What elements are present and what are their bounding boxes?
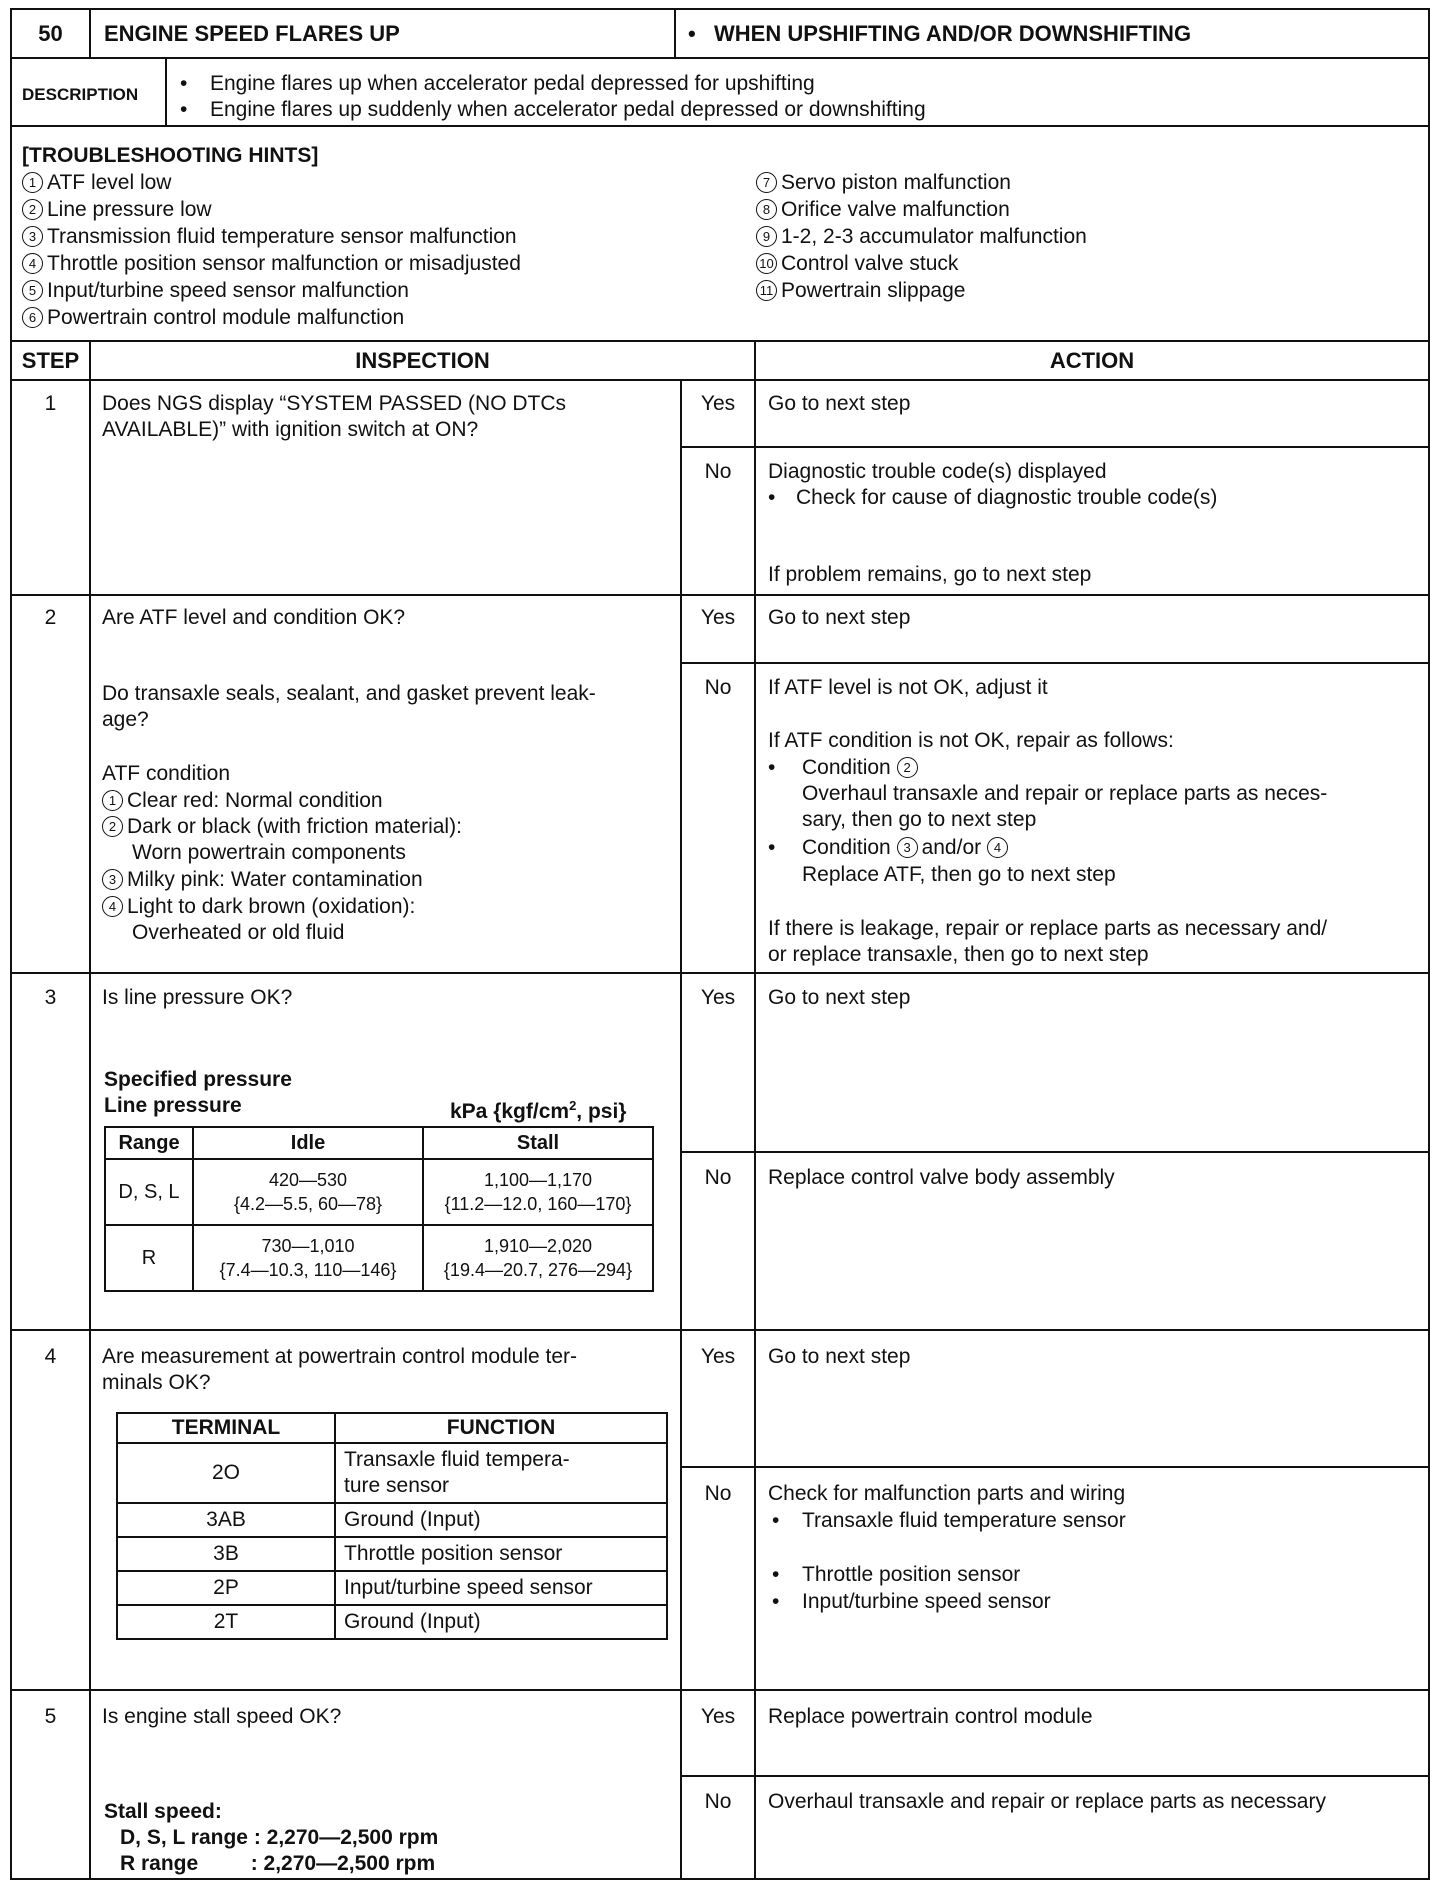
step2-no-condition1-b: sary, then go to next step bbox=[802, 808, 1037, 831]
description-bullet-2: • bbox=[180, 98, 188, 121]
step3-yes-action: Go to next step bbox=[768, 986, 911, 1009]
hint-number: 8 bbox=[756, 199, 777, 220]
header-code: 50 bbox=[38, 21, 63, 46]
step2-atf-item-4-sub: Overheated or old fluid bbox=[132, 921, 345, 944]
step2-atf-item-3 bbox=[102, 866, 423, 893]
step2-inspection2-line2: age? bbox=[102, 708, 149, 731]
step2-no-line4: or replace transaxle, then go to next step bbox=[768, 943, 1149, 966]
step2-atf-item-2 bbox=[102, 813, 462, 840]
step2-no-condition2 bbox=[802, 834, 1012, 861]
unit-superscript: 2 bbox=[569, 1098, 577, 1113]
hint-text: Powertrain control module malfunction bbox=[47, 306, 405, 329]
stall-cell bbox=[423, 1225, 653, 1291]
hint-item bbox=[22, 304, 404, 331]
hint-number: 11 bbox=[756, 280, 777, 301]
step-number-4: 4 bbox=[44, 1345, 57, 1368]
step2-atf-item-1 bbox=[102, 787, 383, 814]
condition-number: 2 bbox=[897, 757, 918, 778]
step1-yes-label: Yes bbox=[700, 392, 736, 415]
hint-text: Line pressure low bbox=[47, 198, 212, 221]
step2-atf-item-4 bbox=[102, 893, 415, 920]
step5-yes-action: Replace powertrain control module bbox=[768, 1705, 1093, 1728]
step2-no-condition1 bbox=[802, 754, 922, 781]
step2-no-line1: If ATF level is not OK, adjust it bbox=[768, 676, 1048, 699]
idle-value: 420—530 bbox=[268, 1170, 348, 1190]
step4-no-bullet-3: • bbox=[772, 1590, 780, 1613]
step1-no-label: No bbox=[704, 460, 732, 483]
step4-inspection-line1: Are measurement at powertrain control module ter- bbox=[102, 1345, 578, 1368]
table-row bbox=[117, 1537, 667, 1571]
step4-yes-label: Yes bbox=[700, 1345, 736, 1368]
hint-text: Throttle position sensor malfunction or misadjusted bbox=[47, 252, 521, 275]
rule-step1-yes-no bbox=[680, 446, 1428, 448]
function-line: ture sensor bbox=[344, 1474, 450, 1497]
function-cell bbox=[335, 1443, 667, 1503]
rule-header-v1 bbox=[89, 10, 91, 57]
hints-title: [TROUBLESHOOTING HINTS] bbox=[22, 144, 319, 167]
hint-text: Orifice valve malfunction bbox=[781, 198, 1010, 221]
atf-text: Light to dark brown (oxidation): bbox=[127, 895, 416, 918]
table-header: Range bbox=[105, 1127, 193, 1159]
idle-value: 730—1,010 bbox=[261, 1236, 355, 1256]
rule-step1-bottom bbox=[12, 594, 1428, 596]
hint-number: 5 bbox=[22, 280, 43, 301]
step2-no-condition2-a: Replace ATF, then go to next step bbox=[802, 863, 1116, 886]
step4-no-line4: Input/turbine speed sensor bbox=[802, 1590, 1051, 1613]
condition-joiner: and/or bbox=[921, 836, 982, 859]
rule-desc-v bbox=[165, 57, 167, 125]
hint-text: Input/turbine speed sensor malfunction bbox=[47, 279, 409, 302]
stall-value: 1,100—1,170 bbox=[483, 1170, 593, 1190]
troubleshooting-page bbox=[10, 8, 1430, 1880]
step2-inspection: Are ATF level and condition OK? bbox=[102, 606, 406, 629]
rule-step-col bbox=[89, 340, 91, 1880]
step2-no-line2: If ATF condition is not OK, repair as follows: bbox=[768, 729, 1174, 752]
terminal-table bbox=[116, 1412, 668, 1640]
column-inspection: INSPECTION bbox=[355, 348, 490, 373]
hint-text: 1-2, 2-3 accumulator malfunction bbox=[781, 225, 1087, 248]
hint-number: 6 bbox=[22, 307, 43, 328]
step2-no-line3: If there is leakage, repair or replace parts as necessary and/ bbox=[768, 917, 1328, 940]
hint-item bbox=[22, 196, 212, 223]
function-cell: Input/turbine speed sensor bbox=[335, 1571, 667, 1605]
stall-cell bbox=[423, 1159, 653, 1225]
rule-step4-bottom bbox=[12, 1689, 1428, 1691]
idle-cell bbox=[193, 1225, 423, 1291]
step-number-3: 3 bbox=[44, 986, 57, 1009]
step2-no-bullet-2: • bbox=[768, 836, 776, 859]
step1-no-bullet: • bbox=[768, 486, 776, 509]
hint-item bbox=[756, 223, 1087, 250]
step1-yes-action: Go to next step bbox=[768, 392, 911, 415]
hint-item bbox=[756, 169, 1011, 196]
header-title: ENGINE SPEED FLARES UP bbox=[104, 21, 400, 46]
step2-inspection2-line1: Do transaxle seals, sealant, and gasket prevent leak- bbox=[102, 682, 596, 705]
function-cell: Throttle position sensor bbox=[335, 1537, 667, 1571]
atf-text: Milky pink: Water contamination bbox=[127, 868, 423, 891]
step2-no-condition1-a: Overhaul transaxle and repair or replace parts as neces- bbox=[802, 782, 1328, 805]
rule-action-left bbox=[754, 379, 756, 1880]
terminal-cell: 3AB bbox=[117, 1503, 335, 1537]
atf-text: Clear red: Normal condition bbox=[127, 789, 383, 812]
table-row bbox=[117, 1571, 667, 1605]
step4-inspection-line2: minals OK? bbox=[102, 1371, 211, 1394]
condition-number: 3 bbox=[897, 837, 918, 858]
step2-atf-title: ATF condition bbox=[102, 762, 230, 785]
step3-spec-sub: Line pressure bbox=[104, 1094, 242, 1117]
header-condition-bullet: • bbox=[688, 21, 696, 46]
hint-item bbox=[756, 196, 1010, 223]
hint-text: ATF level low bbox=[47, 171, 172, 194]
step1-no-line2: Check for cause of diagnostic trouble code(s) bbox=[796, 486, 1218, 509]
step5-inspection: Is engine stall speed OK? bbox=[102, 1705, 342, 1728]
stall-value-alt: {11.2—12.0, 160—170} bbox=[444, 1194, 632, 1214]
hint-number: 7 bbox=[756, 172, 777, 193]
table-header: Idle bbox=[193, 1127, 423, 1159]
hint-number: 2 bbox=[22, 199, 43, 220]
table-row bbox=[105, 1225, 653, 1291]
step4-yes-action: Go to next step bbox=[768, 1345, 911, 1368]
header-condition: WHEN UPSHIFTING AND/OR DOWNSHIFTING bbox=[714, 21, 1192, 46]
table-header: FUNCTION bbox=[335, 1413, 667, 1443]
rule-header-bottom bbox=[12, 57, 1428, 59]
stall-value: 1,910—2,020 bbox=[483, 1236, 593, 1256]
hint-number: 3 bbox=[22, 226, 43, 247]
rule-step4-yes-no bbox=[680, 1466, 1428, 1468]
column-step: STEP bbox=[21, 348, 80, 373]
rule-step3-bottom bbox=[12, 1329, 1428, 1331]
condition-label: Condition bbox=[802, 756, 891, 779]
rule-header-v2 bbox=[674, 10, 676, 57]
step2-yes-action: Go to next step bbox=[768, 606, 911, 629]
table-row bbox=[117, 1503, 667, 1537]
step4-no-line2: Transaxle fluid temperature sensor bbox=[802, 1509, 1126, 1532]
description-bullet-1: • bbox=[180, 72, 188, 95]
rule-hints-bottom bbox=[12, 340, 1428, 342]
stall-value-alt: {19.4—20.7, 276—294} bbox=[443, 1260, 633, 1280]
description-item-2: Engine flares up suddenly when accelerator pedal depressed or downshifting bbox=[210, 98, 926, 121]
condition-number: 4 bbox=[987, 837, 1008, 858]
hint-number: 9 bbox=[756, 226, 777, 247]
table-header-row bbox=[117, 1413, 667, 1443]
rule-columns-bottom bbox=[12, 379, 1428, 381]
step1-inspection-line2: AVAILABLE)” with ignition switch at ON? bbox=[102, 418, 479, 441]
hint-text: Servo piston malfunction bbox=[781, 171, 1011, 194]
atf-number: 1 bbox=[102, 790, 123, 811]
hint-item bbox=[22, 169, 171, 196]
range-cell: R bbox=[105, 1225, 193, 1291]
idle-value-alt: {4.2—5.5, 60—78} bbox=[233, 1194, 383, 1214]
hint-number: 4 bbox=[22, 253, 43, 274]
description-label: DESCRIPTION bbox=[22, 85, 139, 104]
range-cell: D, S, L bbox=[105, 1159, 193, 1225]
function-line: Transaxle fluid tempera- bbox=[344, 1448, 570, 1471]
condition-label: Condition bbox=[802, 836, 891, 859]
step3-no-action: Replace control valve body assembly bbox=[768, 1166, 1115, 1189]
terminal-cell: 2P bbox=[117, 1571, 335, 1605]
step-number-2: 2 bbox=[44, 606, 57, 629]
terminal-cell: 2T bbox=[117, 1605, 335, 1639]
function-cell: Ground (Input) bbox=[335, 1605, 667, 1639]
rule-step2-yes-no bbox=[680, 662, 1428, 664]
step4-no-bullet-1: • bbox=[772, 1509, 780, 1532]
unit-part: kPa {kgf/cm bbox=[450, 1100, 570, 1123]
step4-no-line1: Check for malfunction parts and wiring bbox=[768, 1482, 1126, 1505]
function-cell: Ground (Input) bbox=[335, 1503, 667, 1537]
atf-text: Dark or black (with friction material): bbox=[127, 815, 462, 838]
step4-no-label: No bbox=[704, 1482, 732, 1505]
step2-no-label: No bbox=[704, 676, 732, 699]
step4-no-bullet-2: • bbox=[772, 1563, 780, 1586]
idle-cell bbox=[193, 1159, 423, 1225]
step1-inspection-line1: Does NGS display “SYSTEM PASSED (NO DTCs bbox=[102, 392, 567, 415]
rule-description-bottom bbox=[12, 125, 1428, 127]
step5-stall-line1: D, S, L range : 2,270—2,500 rpm bbox=[120, 1826, 439, 1849]
step2-yes-label: Yes bbox=[700, 606, 736, 629]
step-number-5: 5 bbox=[44, 1705, 57, 1728]
step3-inspection: Is line pressure OK? bbox=[102, 986, 293, 1009]
line-pressure-table bbox=[104, 1126, 654, 1292]
hint-item bbox=[22, 223, 517, 250]
table-row bbox=[117, 1605, 667, 1639]
step5-yes-label: Yes bbox=[700, 1705, 736, 1728]
hint-text: Transmission fluid temperature sensor malfunction bbox=[47, 225, 517, 248]
idle-value-alt: {7.4—10.3, 110—146} bbox=[219, 1260, 397, 1280]
hint-item bbox=[22, 277, 409, 304]
hint-item bbox=[22, 250, 521, 277]
hint-text: Control valve stuck bbox=[781, 252, 959, 275]
step3-spec-title: Specified pressure bbox=[104, 1068, 292, 1091]
hint-number: 10 bbox=[756, 253, 777, 274]
hint-item bbox=[756, 277, 965, 304]
terminal-cell: 2O bbox=[117, 1443, 335, 1503]
step3-spec-unit bbox=[450, 1092, 626, 1125]
step3-no-label: No bbox=[704, 1166, 732, 1189]
atf-number: 4 bbox=[102, 896, 123, 917]
atf-number: 2 bbox=[102, 816, 123, 837]
table-header: Stall bbox=[423, 1127, 653, 1159]
atf-number: 3 bbox=[102, 869, 123, 890]
step5-stall-title: Stall speed: bbox=[104, 1800, 222, 1823]
table-header: TERMINAL bbox=[117, 1413, 335, 1443]
column-action: ACTION bbox=[1049, 348, 1135, 373]
rule-step2-bottom bbox=[12, 972, 1428, 974]
step1-no-line3: If problem remains, go to next step bbox=[768, 563, 1092, 586]
step2-atf-item-2-sub: Worn powertrain components bbox=[132, 841, 406, 864]
step5-no-action: Overhaul transaxle and repair or replace parts as necessary bbox=[768, 1790, 1326, 1813]
step4-no-line3: Throttle position sensor bbox=[802, 1563, 1021, 1586]
step1-no-line1: Diagnostic trouble code(s) displayed bbox=[768, 460, 1107, 483]
hint-text: Powertrain slippage bbox=[781, 279, 966, 302]
rule-step5-yes-no bbox=[680, 1775, 1428, 1777]
step5-stall-line2: R range : 2,270—2,500 rpm bbox=[120, 1852, 436, 1875]
step5-no-label: No bbox=[704, 1790, 732, 1813]
step-number-1: 1 bbox=[44, 392, 57, 415]
hint-number: 1 bbox=[22, 172, 43, 193]
table-header-row bbox=[105, 1127, 653, 1159]
rule-step3-yes-no bbox=[680, 1151, 1428, 1153]
description-item-1: Engine flares up when accelerator pedal depressed for upshifting bbox=[210, 72, 815, 95]
table-row bbox=[117, 1443, 667, 1503]
table-row bbox=[105, 1159, 653, 1225]
terminal-cell: 3B bbox=[117, 1537, 335, 1571]
unit-part: , psi} bbox=[576, 1100, 627, 1123]
step3-yes-label: Yes bbox=[700, 986, 736, 1009]
step2-no-bullet-1: • bbox=[768, 756, 776, 779]
hint-item bbox=[756, 250, 958, 277]
